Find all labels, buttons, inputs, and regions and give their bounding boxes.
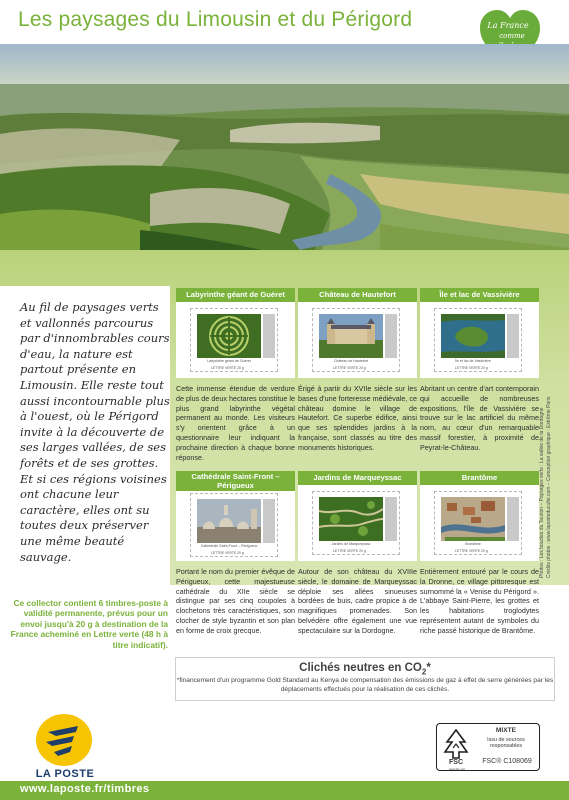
la-poste-wordmark: LA POSTE: [35, 768, 95, 780]
stamp-title: Jardins de Marqueyssac: [298, 471, 417, 485]
stamp-card-hautefort: [298, 288, 417, 453]
stamp-description: Cette immense étendue de verdure de plus de deux hectares constitue le plus grand labyrinthe végétal permanent au monde. Les visiteurs s'y orientent grâce à un questionnaire leur indiquant la prochaine direction à chaque bonne réponse.: [176, 384, 295, 462]
stamp-description: Érigé à partir du XVIIe siècle sur les bases d'une forteresse médiévale, ce château domine le village de Hautefort. Ce superbe édifice, ainsi que ses splendides jardins à la française, sont classés au titre des monuments historiques.: [298, 384, 417, 452]
stamp-card-saint-front: [176, 471, 295, 636]
page-title: Les paysages du Limousin et du Périgord: [18, 8, 413, 31]
stamp-title: Brantôme: [420, 471, 539, 485]
stamp-frame: [420, 485, 539, 561]
fsc-label: [436, 723, 540, 771]
cathedral-image: [197, 499, 261, 543]
stamp-card-labyrinthe: [176, 288, 295, 462]
co2-text: *financement d'un programme Gold Standard au Kenya de compensation des émissions de gaz à effet de serre générées par les déplacements effectués pour la réalisation de ces clichés.: [176, 677, 554, 693]
stamp-description: Autour de son château du XVIIIe siècle, le domaine de Marqueyssac déploie ses allées sinueuses bordées de buis, cadre propice à de magnifiques promenades. Son belvédère offre également une vue spectaculaire sur la Dordogne.: [298, 567, 417, 635]
credits-line-2: Crédits photos : www.laposteduculte.com – Conception graphique : Extrême Paris: [546, 396, 552, 578]
stamp-caption: Île et lac de Vassivière: [455, 359, 491, 363]
castle-image: [319, 314, 383, 358]
fsc-subtitle: Issu de sources responsables: [487, 737, 525, 750]
stamp-caption: Château de Hautefort: [333, 359, 369, 363]
stamp-marking: [263, 499, 275, 543]
stamp-title: Île et lac de Vassivière: [420, 288, 539, 302]
badge-line-1: La France: [487, 21, 529, 30]
stamp-title: Château de Hautefort: [298, 288, 417, 302]
stamp-value: LETTRE VERTE 20 g: [333, 549, 366, 553]
fsc-mixte: MIXTE: [495, 727, 517, 734]
footer-url-link[interactable]: www.laposte.fr/timbres: [20, 783, 150, 795]
stamp-title: Cathédrale Saint-Front – Périgueux: [176, 471, 295, 491]
intro-text: Au fil de paysages verts et vallonnés parcourus par d'innombrables cours d'eau, la nature est partout présente en Limousin. Elle reste tout aussi incontournable plus à l'ouest, où le Périgord invite à la découverte de ses larges vallées, de ses forêts et de ses grottes. Et si ces régions voisines ont chacune leur caractère, elles ont su toutes deux préserver une même beauté sauvage.: [20, 300, 170, 564]
stamp-caption: Brantôme: [465, 542, 481, 546]
credits-line-1: Photos : Les boucles du Taurion – Paysages verts : La vallée de la Dordogne: [539, 407, 545, 578]
stamp-value: LETTRE VERTE 20 g: [333, 366, 366, 370]
stamp: [434, 308, 522, 372]
co2-title: Clichés neutres en $CO_2*$: [299, 662, 431, 677]
stamp-frame: [298, 302, 417, 378]
stamp-card-marqueyssac: [298, 471, 417, 636]
stamp-description: Entièrement entouré par le cours de la Dronne, ce village pittoresque est surnommé la « Venise du Périgord ». L'abbaye Saint-Pierre, les grottes et les habitations troglodytes représentent autant de symboles du riche passé historique de Brantôme.: [420, 567, 539, 635]
stamp-description: Abritant un centre d'art contemporain qui accueille de nombreuses expositions, l'île de Vassivière se trouve sur le lac artificiel du même nom, au cœur d'un remarquable massif forestier, à proximité de Peyrat-le-Château.: [420, 384, 539, 452]
stamp-card-vassiviere: [420, 288, 539, 453]
stamp: [190, 308, 278, 372]
fsc-word: FSC: [449, 759, 463, 766]
stamp-caption: Labyrinthe géant de Guéret: [207, 359, 251, 363]
stamp: [312, 491, 400, 555]
badge-line-2: comme: [499, 32, 525, 40]
stamp-marking: [507, 497, 519, 541]
village-image: [441, 497, 505, 541]
stamp-frame: [176, 302, 295, 378]
footer-bar: [0, 781, 569, 800]
gardens-image: [319, 497, 383, 541]
stamp: [190, 493, 278, 557]
stamp-frame: [176, 491, 295, 561]
stamp-card-brantome: [420, 471, 539, 636]
collector-note: Ce collector contient 6 timbres-poste à validité permanente, prévus pour un envoi jusqu'à 20 g à destination de la France acheminé en Lettre verte (48 h à titre indicatif).: [10, 598, 168, 650]
stamp: [312, 308, 400, 372]
co2-box: [175, 657, 555, 701]
stamp-marking: [507, 314, 519, 358]
stamp-value: LETTRE VERTE 20 g: [211, 366, 244, 370]
stamp-caption: Cathédrale Saint-Front – Périgueux: [200, 544, 258, 548]
stamp-marking: [385, 497, 397, 541]
labyrinth-image: [197, 314, 261, 358]
lake-image: [441, 314, 505, 358]
stamp: [434, 491, 522, 555]
photo-credits: [538, 290, 552, 580]
stamp-description: Portant le nom du premier évêque de Périgueux, cette majestueuse cathédrale du XIIe siècle se distingue par ses cinq coupoles à clochetons très caractéristiques, son clocher de style byzantin et son plan en forme de croix grecque.: [176, 567, 295, 635]
stamp-value: LETTRE VERTE 20 g: [455, 366, 488, 370]
la-poste-logo-icon: [34, 712, 94, 768]
stamp-marking: [385, 314, 397, 358]
stamp-frame: [420, 302, 539, 378]
stamp-value: LETTRE VERTE 20 g: [211, 551, 244, 555]
stamp-title: Labyrinthe géant de Guéret: [176, 288, 295, 302]
stamp-value: LETTRE VERTE 20 g: [455, 549, 488, 553]
stamp-marking: [263, 314, 275, 358]
fsc-website: www.fsc.org: [448, 767, 466, 771]
fsc-code: FSC® C108069: [482, 758, 532, 765]
stamp-caption: Jardins de Marqueyssac: [331, 542, 371, 546]
stamp-frame: [298, 485, 417, 561]
